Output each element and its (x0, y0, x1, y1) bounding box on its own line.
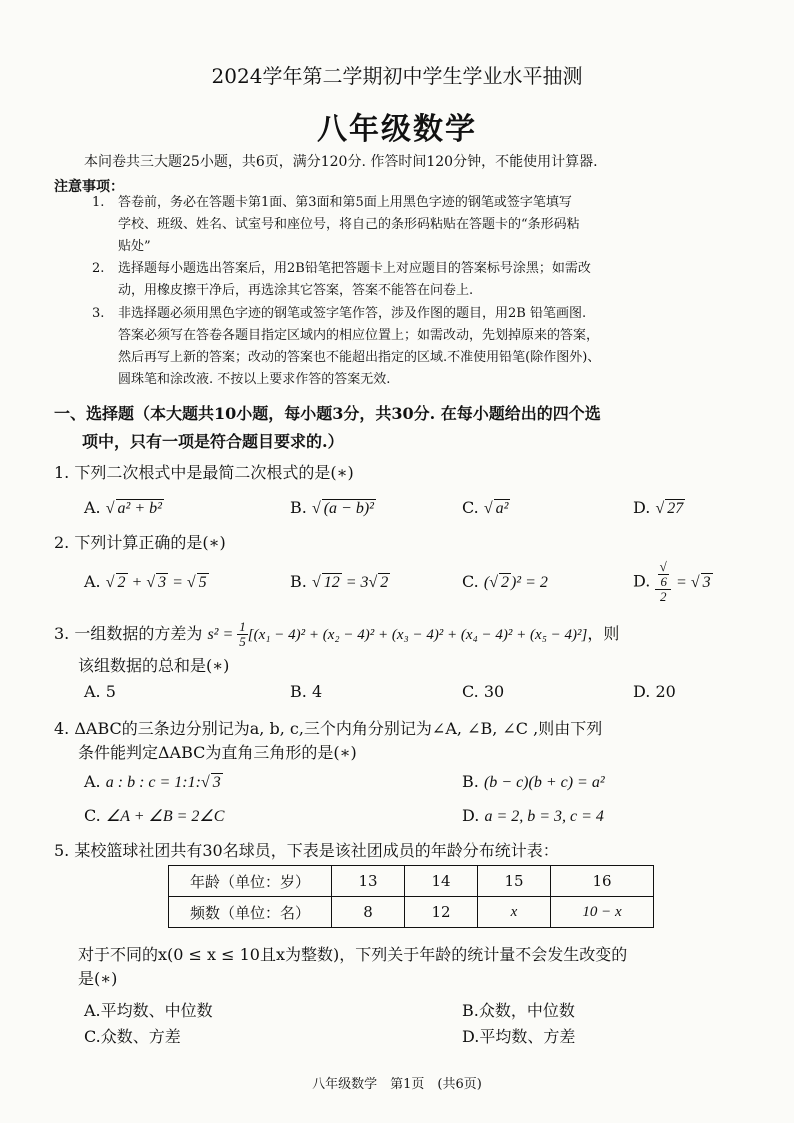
radicand: 12 (323, 574, 340, 591)
question-4-option-d (462, 806, 604, 826)
denominator: 5 (239, 634, 246, 649)
question-2-option-b: B. √ 12 = 3√ 2 (290, 572, 389, 591)
radicand: a² + b² (117, 500, 162, 517)
radicand: 3 (212, 774, 221, 791)
radicand: (a − b)² (323, 500, 374, 517)
question-5-option-b (462, 998, 575, 1021)
option-value: 众数、方差 (100, 1027, 181, 1046)
option-label: A. (84, 1001, 101, 1020)
option-value: ∠A + ∠B = 2∠C (105, 808, 225, 825)
option-value: a = 2, b = 3, c = 4 (484, 808, 604, 825)
option-label: D. (462, 1027, 480, 1046)
question-5-option-c (84, 1024, 181, 1047)
operator: = (676, 573, 691, 591)
question-5-stem: 5. 某校篮球社团共有30名球员，下表是该社团成员的年龄分布统计表： (54, 841, 559, 860)
operator: = 3 (341, 574, 369, 591)
paren: ( (483, 574, 490, 591)
option-label: A. (84, 772, 101, 791)
table-cell: 13 (332, 866, 405, 897)
question-5-stem-3: 是(∗) (78, 969, 118, 988)
option-value: 平均数、中位数 (100, 1001, 213, 1020)
notice-item-3-line: 答案必须写在答卷各题目指定区域内的相应位置上；如需改动，先划掉原来的答案， (118, 328, 600, 343)
notice-item-1-line: 贴处” (118, 239, 151, 254)
section-heading: 一、选择题（本大题共10小题，每小题3分，共30分. 在每小题给出的四个选 (54, 404, 601, 423)
table-cell: 年龄（单位：岁） (169, 866, 332, 897)
option-value: 平均数、方差 (479, 1027, 576, 1046)
fraction (237, 620, 248, 649)
fraction: √ 6 2 (655, 560, 671, 604)
option-label: B. (462, 772, 479, 791)
option-label: B. (290, 682, 307, 701)
page-footer: 八年级数学 第1页 (共6页) (312, 1077, 482, 1092)
radicand: 2 (500, 574, 509, 591)
radicand: 5 (198, 574, 207, 591)
operator: )² = 2 (510, 574, 548, 591)
table-cell: 12 (405, 897, 478, 928)
denominator: 2 (659, 589, 667, 604)
table-row (169, 866, 654, 897)
question-2-option-a: A. √ 2 + √ 3 = √ 5 (84, 572, 207, 591)
stem-text: 3. 一组数据的方差为 (54, 624, 203, 643)
table-cell: 14 (405, 866, 478, 897)
option-label: C. (462, 572, 479, 591)
notice-item-2-line: 选择题每小题选出答案后，用2B铅笔把答题卡上对应题目的答案标号涂黑；如需改 (118, 261, 591, 276)
intro-text: 本问卷共三大题25小题，共6页，满分120分. 作答时间120分钟，不能使用计算器. (84, 154, 598, 170)
notice-item-3-line: 然后再写上新的答案；改动的答案也不能超出指定的区域.不准使用铅笔(除作图外)、 (118, 350, 601, 365)
subject-title: 八年级数学 (317, 112, 477, 147)
question-3-option-a (84, 682, 116, 701)
radicand: a² (495, 500, 509, 517)
notice-item-1-line: 答卷前，务必在答题卡第1面、第3面和第5面上用黑色字迹的钢笔或签字笔填写 (118, 195, 572, 210)
question-5-option-a (84, 998, 213, 1021)
notice-item-1-num: 1. (92, 195, 105, 210)
option-value: 30 (483, 682, 505, 701)
option-label: B. (462, 1001, 479, 1020)
numerator: 1 (239, 619, 246, 634)
option-label: A. (84, 572, 101, 591)
age-distribution-table (168, 865, 654, 928)
option-label: A. (84, 682, 101, 701)
notice-item-2-num: 2. (92, 261, 105, 276)
question-4-option-a: A. a : b : c = 1:1:√ 3 (84, 772, 221, 791)
option-label: B. (290, 498, 307, 517)
option-label: D. (633, 682, 651, 701)
option-label: C. (462, 682, 479, 701)
option-value: 众数，中位数 (478, 1001, 575, 1020)
option-label: C. (462, 498, 479, 517)
option-label: B. (290, 572, 307, 591)
notice-item-1-line: 学校、班级、姓名、试室号和座位号，将自己的条形码粘贴在答题卡的“条形码粘 (118, 217, 580, 232)
notice-item-3-line: 圆珠笔和涂改液. 不按以上要求作答的答案无效. (118, 372, 391, 387)
radicand: 2 (380, 574, 389, 591)
question-4-stem-2: 条件能判定ΔABC为直角三角形的是(∗) (78, 743, 357, 762)
radicand: 6 (660, 574, 667, 589)
question-2-stem: 2. 下列计算正确的是(∗) (54, 533, 226, 552)
question-4-stem: 4. ΔABC的三条边分别记为a, b, c,三个内角分别记为∠A, ∠B, ∠C ,则由下列 (54, 719, 603, 738)
question-3-stem (54, 620, 619, 649)
table-cell: 16 (551, 866, 654, 897)
option-value: 20 (655, 682, 676, 701)
option-value: 5 (105, 682, 116, 701)
question-4-option-c (84, 806, 224, 826)
question-1-option-c: C. √ a² (462, 498, 509, 517)
table-cell: 15 (478, 866, 551, 897)
operator: = (168, 574, 187, 591)
ratio: a : b : c = 1:1: (105, 774, 201, 791)
option-label: A. (84, 498, 101, 517)
question-5-option-d (462, 1024, 575, 1047)
table-cell: 10 − x (551, 897, 654, 928)
option-label: D. (462, 806, 480, 825)
table-cell: 8 (332, 897, 405, 928)
question-1-option-a: A. √ a² + b² (84, 498, 162, 517)
question-1-option-b: B. √ (a − b)² (290, 498, 374, 517)
question-1-option-d: D. √ 27 (633, 498, 684, 517)
question-1-stem: 1. 下列二次根式中是最简二次根式的是(∗) (54, 463, 354, 482)
option-label: C. (84, 806, 101, 825)
variance-expression: [(x₁ − 4)² + (x₂ − 4)² + (x₃ − 4)² + (x₄ − 4)² + (x₅ − 4)²] (247, 627, 588, 643)
variance-symbol: s² = (207, 626, 238, 643)
radicand: 27 (667, 500, 684, 517)
question-3-option-c (462, 682, 504, 701)
radicand: 3 (158, 574, 167, 591)
option-label: D. (633, 498, 651, 517)
question-2-option-d: D. √ 6 2 = √ 3 (633, 559, 711, 604)
section-heading: 项中，只有一项是符合题目要求的.） (82, 432, 344, 451)
table-cell: 频数（单位：名） (169, 897, 332, 928)
question-3-option-d (633, 682, 676, 701)
option-label: C. (84, 1027, 101, 1046)
question-3-stem-2: 该组数据的总和是(∗) (78, 656, 230, 675)
radicand: 2 (117, 574, 126, 591)
radicand: 3 (702, 573, 711, 591)
question-5-stem-2: 对于不同的x(0 ≤ x ≤ 10且x为整数)，下列关于年龄的统计量不会发生改变的 (78, 945, 628, 964)
notice-item-3-line: 非选择题必须用黑色字迹的钢笔或签字笔作答，涉及作图的题目，用2B 铅笔画图. (118, 306, 587, 321)
question-4-option-b (462, 772, 605, 792)
stem-text: ，则 (587, 624, 620, 643)
operator: + (127, 574, 147, 591)
option-label: D. (633, 571, 651, 591)
question-3-option-b (290, 682, 322, 701)
exam-title: 2024学年第二学期初中学生学业水平抽测 (211, 64, 583, 88)
notice-item-2-line: 动，用橡皮擦干净后，再选涂其它答案，答案不能答在问卷上. (118, 283, 474, 298)
notice-heading: 注意事项： (54, 179, 124, 195)
table-row (169, 897, 654, 928)
option-value: 4 (311, 682, 323, 701)
notice-item-3-num: 3. (92, 306, 105, 321)
option-value: (b − c)(b + c) = a² (483, 774, 605, 791)
table-cell: x (478, 897, 551, 928)
question-2-option-c: C. (√ 2 )² = 2 (462, 572, 548, 591)
